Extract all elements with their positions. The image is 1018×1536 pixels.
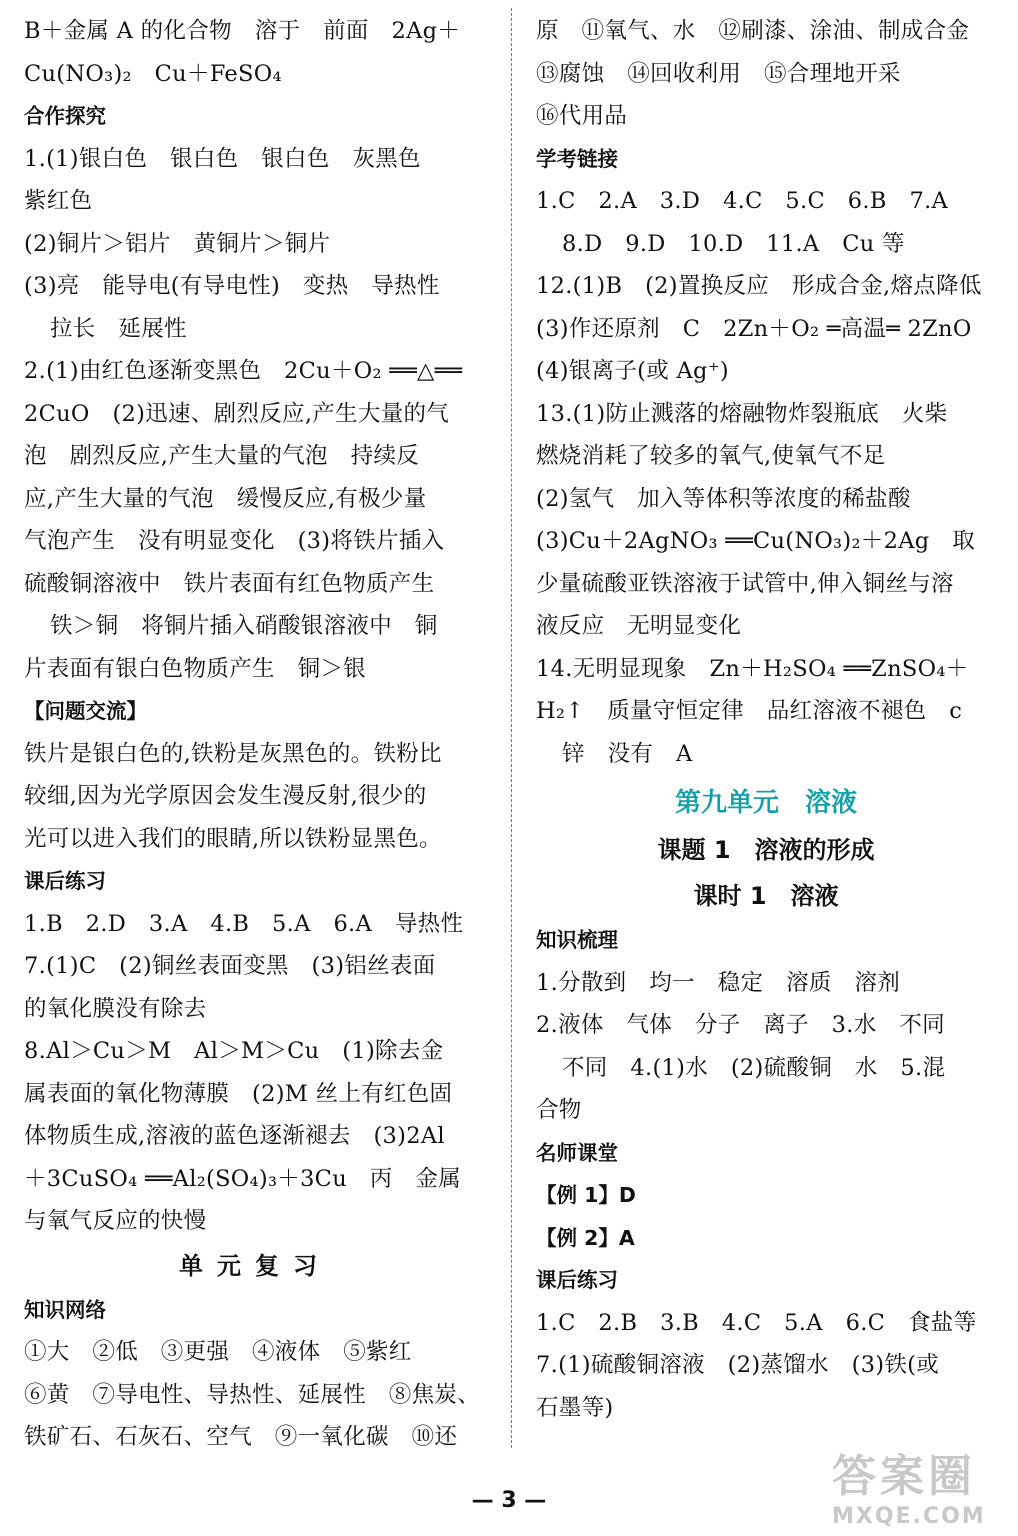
right-column (536, 10, 996, 1429)
text-line: 合物 (536, 1097, 582, 1123)
left-column (24, 10, 486, 1459)
text-line: (4)银离子(或 Ag⁺) (536, 358, 730, 384)
text-line: 硫酸铜溶液中 铁片表面有红色物质产生 (24, 570, 435, 597)
text-line: 1.B 2.D 3.A 4.B 5.A 6.A 导热性 (24, 910, 464, 937)
text-line: (2)铜片＞铝片 黄铜片＞铜片 (24, 230, 331, 257)
text-line: 铁片是银白色的,铁粉是灰黑色的。铁粉比 (24, 740, 442, 767)
text-line: 7.(1)C (2)铜丝表面变黑 (3)铝丝表面 (24, 953, 436, 979)
text-line: 泡 剧烈反应,产生大量的气泡 持续反 (24, 443, 420, 469)
text-line: (3)Cu＋2AgNO₃ ══Cu(NO₃)₂＋2Ag 取 (536, 528, 976, 554)
text-line: (2)氢气 加入等体积等浓度的稀盐酸 (536, 485, 911, 512)
page-number: — 3 — (471, 1488, 547, 1513)
text-line: 铁＞铜 将铜片插入硝酸银溶液中 铜 (50, 613, 438, 639)
text-line: 原 ⑪氧气、水 ⑫刷漆、涂油、制成合金 (536, 18, 970, 44)
section-heading: 【问题交流】 (24, 699, 147, 723)
text-line: 光可以进入我们的眼睛,所以铁粉显黑色。 (24, 825, 442, 852)
section-heading: 【例 2】A (536, 1225, 635, 1250)
section-heading: 知识网络 (24, 1297, 106, 1322)
watermark-url: MXQE.COM (832, 1504, 986, 1529)
section-heading: 单元复习 (179, 1251, 331, 1280)
text-line: ⑥黄 ⑦导电性、导热性、延展性 ⑧焦炭、 (24, 1381, 481, 1408)
text-line: 燃烧消耗了较多的氧气,使氧气不足 (536, 443, 886, 469)
text-line: 14.无明显现象 Zn＋H₂SO₄ ══ZnSO₄＋ (536, 655, 969, 682)
text-line: 锌 没有 A (562, 740, 693, 767)
section-heading: 课时 1 溶液 (693, 882, 839, 910)
watermark-logo (832, 1440, 1002, 1530)
section-heading: 合作探究 (24, 104, 106, 128)
section-heading: 【例 1】D (536, 1183, 636, 1207)
text-line: 应,产生大量的气泡 缓慢反应,有极少量 (24, 485, 427, 512)
text-line: 1.C 2.B 3.B 4.C 5.A 6.C 食盐等 (536, 1309, 977, 1336)
text-line: 8.Al＞Cu＞M Al＞M＞Cu (1)除去金 (24, 1038, 444, 1064)
text-line: (3)作还原剂 C 2Zn＋O₂ ═高温═ 2ZnO (536, 315, 972, 342)
section-heading: 课题 1 溶液的形成 (657, 836, 875, 864)
text-line: 气泡产生 没有明显变化 (3)将铁片插入 (24, 528, 445, 554)
text-line: H₂↑ 质量守恒定律 品红溶液不褪色 c (536, 698, 963, 724)
text-line: 12.(1)B (2)置换反应 形成合金,熔点降低 (536, 273, 982, 299)
text-line: 拉长 延展性 (50, 315, 187, 342)
text-line: ⑬腐蚀 ⑭回收利用 ⑮合理地开采 (536, 60, 901, 87)
section-heading: 课后练习 (24, 869, 106, 893)
text-line: 不同 4.(1)水 (2)硫酸铜 水 5.混 (562, 1054, 946, 1081)
text-line: (3)亮 能导电(有导电性) 变热 导热性 (24, 273, 440, 299)
text-line: 属表面的氧化物薄膜 (2)M 丝上有红色固 (24, 1080, 453, 1107)
text-line: 1.C 2.A 3.D 4.C 5.C 6.B 7.A (536, 188, 949, 214)
text-line: 液反应 无明显变化 (536, 613, 742, 639)
section-heading: 名师课堂 (536, 1140, 618, 1165)
section-heading: 课后练习 (536, 1268, 618, 1292)
text-line: ①大 ②低 ③更强 ④液体 ⑤紫红 (24, 1339, 412, 1365)
text-line: Cu(NO₃)₂ Cu＋FeSO₄ (24, 60, 282, 87)
text-line: 1.分散到 均一 稳定 溶质 溶剂 (536, 969, 901, 996)
text-line: 铁矿石、石灰石、空气 ⑨一氧化碳 ⑩还 (24, 1424, 458, 1450)
text-line: 7.(1)硫酸铜溶液 (2)蒸馏水 (3)铁(或 (536, 1352, 940, 1378)
column-divider (511, 8, 513, 1448)
text-line: 2.液体 气体 分子 离子 3.水 不同 (536, 1012, 945, 1038)
text-line: 体物质生成,溶液的蓝色逐渐褪去 (3)2Al (24, 1123, 445, 1149)
section-heading: 学考链接 (536, 146, 618, 171)
text-line: 与氧气反应的快慢 (24, 1208, 207, 1234)
text-line: 2CuO (2)迅速、剧烈反应,产生大量的气 (24, 400, 450, 427)
text-line: ⑯代用品 (536, 103, 628, 129)
text-line: ＋3CuSO₄ ══Al₂(SO₄)₃＋3Cu 丙 金属 (24, 1165, 461, 1192)
text-line: 13.(1)防止溅落的熔融物炸裂瓶底 火柴 (536, 400, 948, 427)
text-line: 8.D 9.D 10.D 11.A Cu 等 (562, 230, 905, 257)
text-line: 少量硫酸亚铁溶液于试管中,伸入铜丝与溶 (536, 570, 954, 597)
section-heading: 第九单元 溶液 (674, 788, 857, 818)
text-line: 紫红色 (24, 188, 93, 214)
text-line: 2.(1)由红色逐渐变黑色 2Cu＋O₂ ══△══ (24, 358, 463, 384)
text-line: 石墨等) (536, 1394, 614, 1421)
text-line: 的氧化膜没有除去 (24, 995, 207, 1022)
text-line: B＋金属 A 的化合物 溶于 前面 2Ag＋ (24, 18, 461, 44)
section-heading: 知识梳理 (536, 928, 618, 952)
text-line: 片表面有银白色物质产生 铜＞银 (24, 655, 367, 682)
text-line: 1.(1)银白色 银白色 银白色 灰黑色 (24, 145, 421, 172)
text-line: 较细,因为光学原因会发生漫反射,很少的 (24, 783, 427, 809)
watermark-text: 答案圈 (832, 1451, 976, 1502)
